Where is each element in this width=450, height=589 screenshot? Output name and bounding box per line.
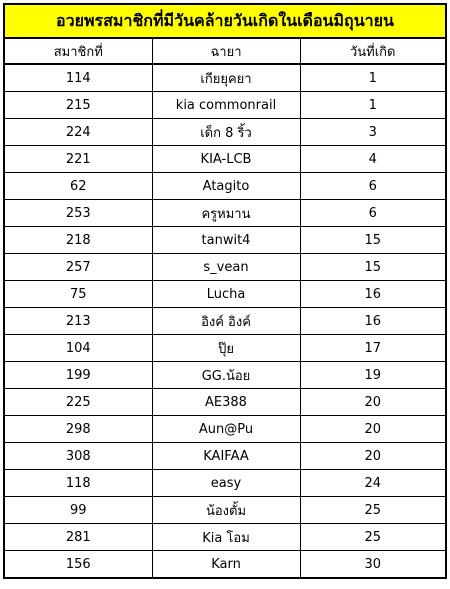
member-number-cell: 221 <box>4 146 152 173</box>
birth-day-cell: 20 <box>300 416 446 443</box>
member-number-cell: 298 <box>4 416 152 443</box>
member-number-cell: 199 <box>4 362 152 389</box>
birth-day-cell: 6 <box>300 173 446 200</box>
birth-day-cell: 20 <box>300 443 446 470</box>
member-number-cell: 104 <box>4 335 152 362</box>
table-row <box>4 497 446 524</box>
alias-cell: easy <box>152 470 300 497</box>
alias-cell: Aun@Pu <box>152 416 300 443</box>
birth-day-cell: 16 <box>300 281 446 308</box>
alias-cell: tanwit4 <box>152 227 300 254</box>
member-number-cell: 215 <box>4 92 152 119</box>
member-number-cell: 62 <box>4 173 152 200</box>
table-row <box>4 173 446 200</box>
table-row <box>4 335 446 362</box>
alias-cell: KIA-LCB <box>152 146 300 173</box>
birth-day-cell: 15 <box>300 254 446 281</box>
birth-day-cell: 19 <box>300 362 446 389</box>
alias-cell: อิงค์ อิงค์ <box>152 308 300 335</box>
table-row <box>4 524 446 551</box>
table-row <box>4 443 446 470</box>
birth-day-cell: 4 <box>300 146 446 173</box>
birth-day-cell: 25 <box>300 497 446 524</box>
member-number-cell: 253 <box>4 200 152 227</box>
table-row <box>4 119 446 146</box>
birth-day-cell: 1 <box>300 92 446 119</box>
title-row <box>4 4 446 38</box>
column-header-member: สมาชิกที่ <box>4 38 152 64</box>
table-row <box>4 64 446 92</box>
table-row <box>4 254 446 281</box>
alias-cell: เด็ก 8 ริ้ว <box>152 119 300 146</box>
member-number-cell: 156 <box>4 551 152 579</box>
alias-cell: AE388 <box>152 389 300 416</box>
alias-cell: Kia โอม <box>152 524 300 551</box>
table-row <box>4 551 446 579</box>
birth-day-cell: 17 <box>300 335 446 362</box>
column-header-birth-day: วันที่เกิด <box>300 38 446 64</box>
birth-day-cell: 3 <box>300 119 446 146</box>
table-body <box>4 64 446 578</box>
birthday-table <box>3 3 447 579</box>
birth-day-cell: 15 <box>300 227 446 254</box>
member-number-cell: 99 <box>4 497 152 524</box>
alias-cell: kia commonrail <box>152 92 300 119</box>
birth-day-cell: 1 <box>300 64 446 92</box>
alias-cell: Lucha <box>152 281 300 308</box>
birth-day-cell: 25 <box>300 524 446 551</box>
birth-day-cell: 24 <box>300 470 446 497</box>
table-row <box>4 227 446 254</box>
alias-cell: น้องตั้ม <box>152 497 300 524</box>
table-row <box>4 389 446 416</box>
alias-cell: s_vean <box>152 254 300 281</box>
table-row <box>4 308 446 335</box>
table-title: อวยพรสมาชิกที่มีวันคล้ายวันเกิดในเดือนมิถุนายน <box>4 4 446 38</box>
member-number-cell: 225 <box>4 389 152 416</box>
column-header-alias: ฉายา <box>152 38 300 64</box>
member-number-cell: 308 <box>4 443 152 470</box>
member-number-cell: 118 <box>4 470 152 497</box>
birth-day-cell: 20 <box>300 389 446 416</box>
header-row <box>4 38 446 64</box>
alias-cell: เกียยุคยา <box>152 64 300 92</box>
alias-cell: ครูหมาน <box>152 200 300 227</box>
alias-cell: ปุ๊ย <box>152 335 300 362</box>
member-number-cell: 257 <box>4 254 152 281</box>
alias-cell: Karn <box>152 551 300 579</box>
member-number-cell: 218 <box>4 227 152 254</box>
birth-day-cell: 30 <box>300 551 446 579</box>
table-row <box>4 281 446 308</box>
table-row <box>4 200 446 227</box>
table-row <box>4 146 446 173</box>
member-number-cell: 75 <box>4 281 152 308</box>
table-row <box>4 470 446 497</box>
birth-day-cell: 6 <box>300 200 446 227</box>
alias-cell: KAIFAA <box>152 443 300 470</box>
birth-day-cell: 16 <box>300 308 446 335</box>
member-number-cell: 114 <box>4 64 152 92</box>
alias-cell: GG.น้อย <box>152 362 300 389</box>
table-row <box>4 416 446 443</box>
table-row <box>4 362 446 389</box>
member-number-cell: 224 <box>4 119 152 146</box>
member-number-cell: 281 <box>4 524 152 551</box>
member-number-cell: 213 <box>4 308 152 335</box>
alias-cell: Atagito <box>152 173 300 200</box>
table-row <box>4 92 446 119</box>
